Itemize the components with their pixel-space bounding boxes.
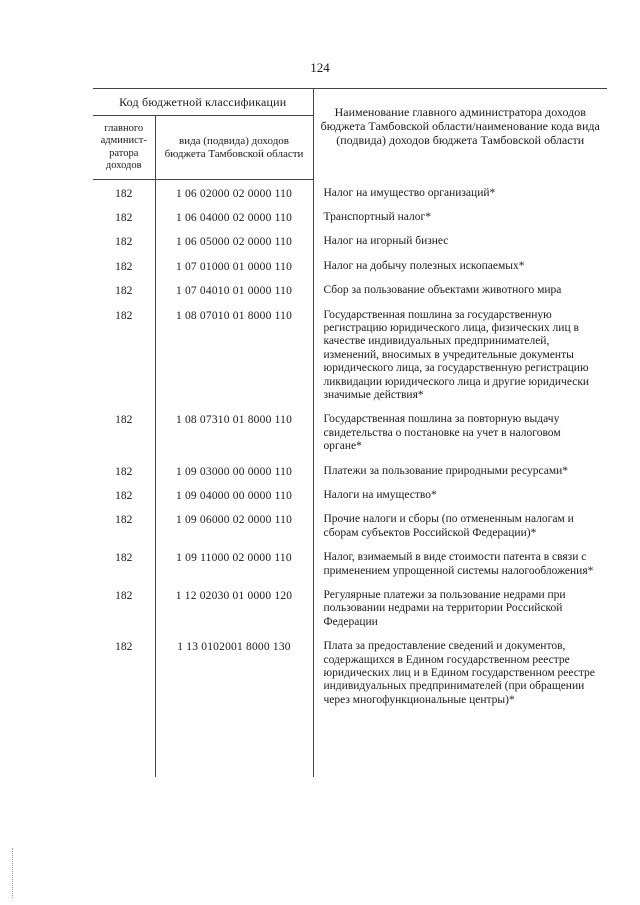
budget-classification-table: [93, 88, 607, 777]
income-code-cell: 1 07 01000 01 0000 110: [155, 253, 313, 277]
table: [93, 88, 607, 777]
income-name-cell: Плата за предоставление сведений и документов, содержащихся в Едином государственном реестре юридических лиц и в Едином государственном реестре индивидуальных предпринимателей (при обращении через многофункциональные центры)*: [313, 633, 607, 777]
admin-code-cell: 182: [115, 309, 133, 322]
table-row: [93, 506, 607, 544]
table-row: [93, 458, 607, 482]
admin-code-cell: 182: [115, 552, 133, 565]
admin-code-cell: 182: [115, 285, 133, 298]
admin-code-cell: 182: [115, 188, 133, 200]
admin-code-cell: 182: [115, 465, 133, 478]
income-code-cell: 1 09 03000 00 0000 110: [155, 458, 313, 482]
income-name-cell: Сбор за пользование объектами животного мира: [313, 277, 607, 301]
income-name-cell: Транспортный налог*: [313, 204, 607, 228]
header-main-administrator: главного админист- ратора доходов: [93, 116, 155, 180]
admin-code-cell: 182: [115, 414, 133, 427]
table-row: [93, 277, 607, 301]
income-name-cell: Государственная пошлина за повторную выдачу свидетельства о постановке на учет в налоговом органе*: [313, 406, 607, 457]
table-row: [93, 582, 607, 633]
table-header: [93, 89, 607, 180]
income-code-cell: 1 08 07010 01 8000 110: [155, 302, 313, 407]
income-name-cell: Платежи за пользование природными ресурсами*: [313, 458, 607, 482]
table-row: [93, 228, 607, 252]
income-code-cell: 1 12 02030 01 0000 120: [155, 582, 313, 633]
header-classification-code: Код бюджетной классификации: [93, 89, 313, 116]
admin-code-cell: 182: [115, 236, 133, 249]
income-name-cell: Налог на добычу полезных ископаемых*: [313, 253, 607, 277]
table-row: [93, 482, 607, 506]
table-row: [93, 204, 607, 228]
admin-code-cell: 182: [115, 590, 133, 603]
header-income-type: вида (подвида) доходов бюджета Тамбовской области: [155, 116, 313, 180]
income-code-cell: 1 09 04000 00 0000 110: [155, 482, 313, 506]
table-row: [93, 544, 607, 582]
admin-code-cell: 182: [115, 514, 133, 527]
table-row: [93, 253, 607, 277]
page-number: 124: [310, 60, 330, 75]
income-name-cell: Налог на имущество организаций*: [313, 180, 607, 204]
income-code-cell: 1 13 0102001 8000 130: [155, 633, 313, 777]
income-name-cell: Налоги на имущество*: [313, 482, 607, 506]
income-code-cell: 1 06 04000 02 0000 110: [155, 204, 313, 228]
admin-code-cell: 182: [115, 260, 133, 273]
income-code-cell: 1 07 04010 01 0000 110: [155, 277, 313, 301]
table-row: [93, 302, 607, 407]
admin-code-cell: 182: [115, 641, 133, 654]
income-name-cell: Регулярные платежи за пользование недрами при пользовании недрами на территории Российской Федерации: [313, 582, 607, 633]
table-row: [93, 406, 607, 457]
income-code-cell: 1 09 11000 02 0000 110: [155, 544, 313, 582]
income-code-cell: 1 09 06000 02 0000 110: [155, 506, 313, 544]
income-code-cell: 1 06 05000 02 0000 110: [155, 228, 313, 252]
scan-margin-mark: [12, 848, 14, 898]
header-administrator-name: Наименование главного администратора доходов бюджета Тамбовской области/наименование кода вида (подвида) доходов бюджета Тамбовской области: [313, 89, 607, 180]
admin-code-cell: 182: [115, 211, 133, 224]
admin-code-cell: 182: [115, 490, 133, 502]
income-code-cell: 1 08 07310 01 8000 110: [155, 406, 313, 457]
income-name-cell: Государственная пошлина за государственную регистрацию юридического лица, физических лиц в качестве индивидуальных предпринимателей, изменений, вносимых в учредительные документы юридического лица, за государственную регистрацию ликвидации юридического лица и другие юридически значимые действия*: [313, 302, 607, 407]
table-body: [93, 180, 607, 778]
table-row: [93, 633, 607, 777]
income-name-cell: Налог, взимаемый в виде стоимости патента в связи с применением упрощенной системы налогообложения*: [313, 544, 607, 582]
income-code-cell: 1 06 02000 02 0000 110: [155, 180, 313, 204]
table-row: [93, 180, 607, 204]
income-name-cell: Налог на игорный бизнес: [313, 228, 607, 252]
income-name-cell: Прочие налоги и сборы (по отмененным налогам и сборам субъектов Российской Федерации)*: [313, 506, 607, 544]
